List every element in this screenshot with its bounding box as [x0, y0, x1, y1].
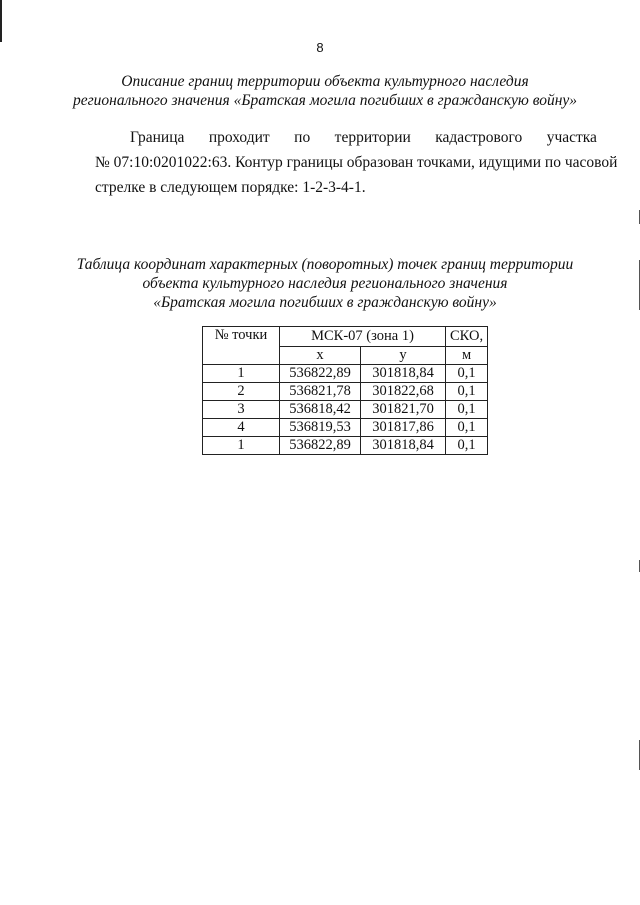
page-number: 8 — [316, 40, 324, 55]
table-row — [203, 437, 488, 455]
cell-sko: 0,1 — [446, 419, 488, 437]
boundary-description — [95, 125, 618, 200]
paragraph-word: Граница — [130, 129, 185, 146]
heading-line: Описание границ территории объекта культурного наследия — [121, 73, 529, 90]
table-caption — [60, 255, 590, 312]
cell-x: 536822,89 — [280, 365, 361, 383]
cell-x: 536819,53 — [280, 419, 361, 437]
coordinates-table — [202, 326, 488, 455]
paragraph-word: участка — [546, 129, 597, 146]
cell-x: 536818,42 — [280, 401, 361, 419]
cell-sko: 0,1 — [446, 437, 488, 455]
table-row — [203, 365, 488, 383]
caption-line: «Братская могила погибших в гражданскую войну» — [153, 294, 497, 311]
paragraph-word: территории — [334, 129, 411, 146]
cell-sko: 0,1 — [446, 365, 488, 383]
cell-y: 301818,84 — [361, 365, 446, 383]
paragraph-word: проходит — [208, 129, 270, 146]
scan-edge-mark — [0, 0, 2, 42]
table-row — [203, 383, 488, 401]
cell-point: 3 — [203, 401, 280, 419]
heading-line: регионального значения «Братская могила погибших в гражданскую войну» — [72, 92, 578, 109]
cell-x: 536821,78 — [280, 383, 361, 401]
paragraph-word: кадастрового — [435, 129, 523, 146]
header-point-number: № точки — [203, 327, 280, 365]
document-heading — [60, 72, 590, 110]
paragraph-word: по — [294, 129, 311, 146]
table-row — [203, 419, 488, 437]
paragraph-line: стрелке в следующем порядке: 1-2-3-4-1. — [95, 179, 366, 196]
cell-sko: 0,1 — [446, 401, 488, 419]
table-row — [203, 401, 488, 419]
caption-line: Таблица координат характерных (поворотных) точек границ территории — [76, 256, 574, 273]
table-header-row — [203, 327, 488, 347]
cell-y: 301821,70 — [361, 401, 446, 419]
cell-y: 301818,84 — [361, 437, 446, 455]
paragraph-line — [95, 125, 597, 150]
header-sko: СКО, — [446, 327, 488, 347]
cell-point: 2 — [203, 383, 280, 401]
header-y: y — [361, 347, 446, 365]
cell-y: 301817,86 — [361, 419, 446, 437]
cell-point: 4 — [203, 419, 280, 437]
paragraph-line: № 07:10:0201022:63. Контур границы образован точками, идущими по часовой — [95, 154, 618, 171]
cell-point: 1 — [203, 437, 280, 455]
cell-sko: 0,1 — [446, 383, 488, 401]
cell-x: 536822,89 — [280, 437, 361, 455]
header-coordinate-system: МСК-07 (зона 1) — [280, 327, 446, 347]
caption-line: объекта культурного наследия регионального значения — [142, 275, 508, 292]
cell-point: 1 — [203, 365, 280, 383]
cell-y: 301822,68 — [361, 383, 446, 401]
header-x: x — [280, 347, 361, 365]
header-unit: м — [446, 347, 488, 365]
